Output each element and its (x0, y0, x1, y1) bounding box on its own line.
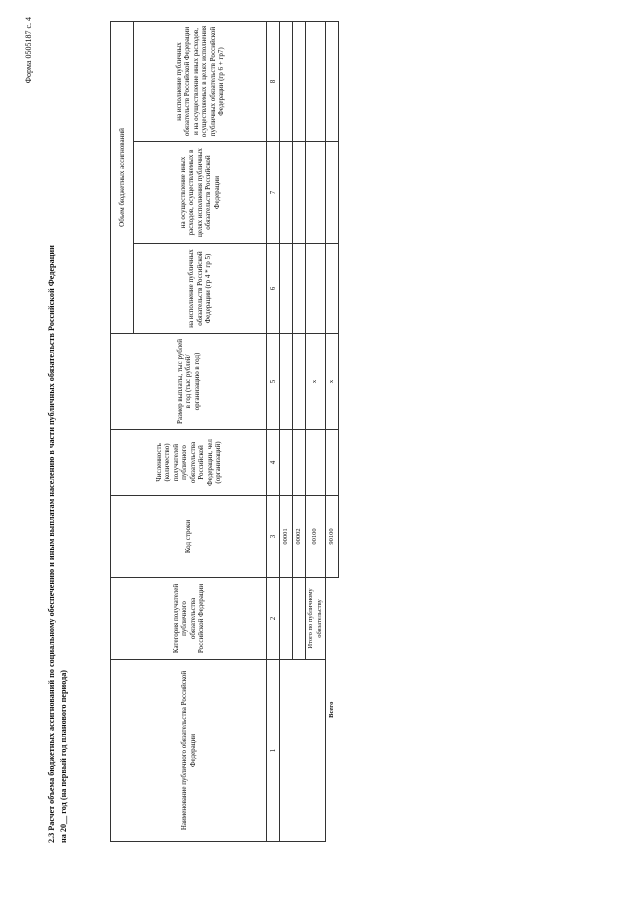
row-code: 00002 (293, 496, 306, 578)
payment-cell (280, 334, 293, 430)
execution-cell (293, 244, 306, 334)
column-number: 2 (267, 578, 280, 660)
header-allocation-group: Объем бюджетных ассигнований (111, 22, 134, 334)
header-other-expenses: на осуществление иных расходов, осуществляемых в целях исполнения публичных обязательств Российской Федерации (134, 142, 267, 244)
column-number: 3 (267, 496, 280, 578)
count-cell (293, 430, 306, 496)
total-label-text: Всего (328, 701, 335, 718)
total-row (326, 22, 339, 842)
execution-cell (326, 244, 339, 334)
column-number: 6 (267, 244, 280, 334)
header-recipient-count: Численность (количество) получателей публичного обязательства Российской Федерации, чел (организаций) (111, 430, 267, 496)
total-label (326, 578, 339, 842)
other-cell (293, 142, 306, 244)
column-number: 8 (267, 22, 280, 142)
header-obligation-execution: на исполнение публичных обязательств Российской Федерации (гр 4 * гр 5) (134, 244, 267, 334)
column-number: 5 (267, 334, 280, 430)
row-code: 00001 (280, 496, 293, 578)
total-cell (293, 22, 306, 142)
column-number: 7 (267, 142, 280, 244)
total-cell (326, 22, 339, 142)
column-number: 1 (267, 660, 280, 842)
x-mark: x (326, 334, 339, 430)
header-total-expenses: на исполнение публичных обязательств Российской Федерации и на осуществление иных расходов, осуществляемых в целях исполнения публичных обязательств Российской Федерации (гр 6 + гр7) (134, 22, 267, 142)
category-cell (280, 578, 293, 660)
title-line-2: на 20__ год (на первый год планового периода) (59, 669, 68, 843)
payment-cell (293, 334, 306, 430)
total-cell (306, 22, 326, 142)
column-number: 4 (267, 430, 280, 496)
x-mark: x (306, 334, 326, 430)
count-cell (326, 430, 339, 496)
row-code: 00100 (306, 496, 326, 578)
count-cell (306, 430, 326, 496)
other-cell (326, 142, 339, 244)
execution-cell (306, 244, 326, 334)
total-cell (280, 22, 293, 142)
header-recipient-category: Категория получателей публичного обязательства Российской Федерации (111, 578, 267, 660)
execution-cell (280, 244, 293, 334)
other-cell (306, 142, 326, 244)
subtotal-label: Итого по публичному обязательству (306, 578, 326, 660)
other-cell (280, 142, 293, 244)
header-obligation-name: Наименование публичного обязательства Российской Федерации (111, 660, 267, 842)
form-code: Форма 0505187 с. 4 (24, 17, 33, 84)
section-title (46, 43, 70, 843)
header-row-code: Код строки (111, 496, 267, 578)
obligation-name-cell (280, 660, 326, 842)
column-numbers-row (267, 22, 280, 842)
count-cell (280, 430, 293, 496)
title-line-1: 2.3 Расчет объема бюджетных ассигнований по социальному обеспечению и иным выплатам населению в части публичных обязательств Российской Федерации (47, 245, 56, 843)
row-code: 90100 (326, 496, 339, 578)
table-row (280, 22, 293, 842)
header-payment-size: Размер выплаты, тыс рублей в год (тыс рублей/организацию в год) (111, 334, 267, 430)
allocation-table (110, 21, 339, 842)
category-cell (293, 578, 306, 660)
